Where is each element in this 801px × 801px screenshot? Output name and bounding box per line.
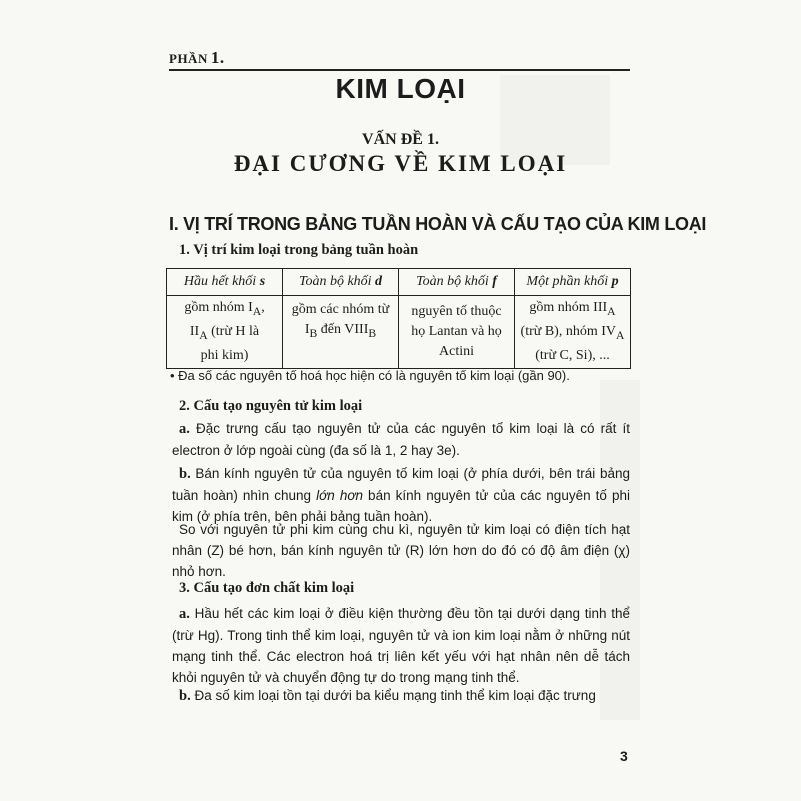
position-table [166, 268, 631, 369]
chapter-title: ĐẠI CƯƠNG VỀ KIM LOẠI [233, 151, 568, 176]
section-heading: I. VỊ TRÍ TRONG BẢNG TUẦN HOÀN VÀ CẤU TẠO CỦA KIM LOẠI [169, 214, 707, 234]
header-prefix: Toàn bộ khối [298, 274, 376, 289]
subheading-position: 1. Vị trí kim loại trong bảng tuần hoàn [179, 242, 419, 258]
part-title: KIM LOẠI [335, 73, 466, 104]
cell-text: phi kim) [200, 347, 249, 363]
cell-text: đến VIII [317, 322, 369, 338]
page-number: 3 [620, 748, 628, 764]
part-label-text: PHẦN [169, 51, 208, 66]
table-row [167, 296, 631, 369]
cell-text: I [304, 322, 310, 338]
block-symbol: d [375, 274, 383, 289]
subscript: B [309, 326, 318, 340]
topic-number: VẤN ĐỀ 1. [362, 131, 439, 148]
cell-text: nguyên tố thuộc [411, 304, 502, 319]
cell-text: họ Lantan và họ [411, 324, 502, 339]
cell-text: , [261, 300, 265, 316]
header-prefix: Một phần khối [526, 274, 612, 289]
paragraph-3a [172, 603, 630, 688]
paragraph-3b [172, 685, 630, 707]
subscript: A [616, 328, 625, 342]
paragraph-text: Bán kính nguyên tử của nguyên tố kim loại (ở phía dưới, bên trái bảng tuần hoàn) nhìn chung [172, 466, 630, 503]
subscript: A [252, 305, 262, 318]
paragraph-text: bán kính nguyên tử của các nguyên tố phi kim (ở phía trên, bên phải bảng tuần hoàn). [172, 488, 630, 524]
item-letter: a. [179, 421, 190, 437]
part-label [169, 48, 225, 68]
paragraph-text: Đặc trưng cấu tạo nguyên tử của các nguyên tố kim loại là có rất ít electron ở lớp ngoài cùng (đa số là 1, 2 hay 3e). [172, 421, 630, 458]
block-symbol: p [611, 274, 619, 289]
paragraph-2a [172, 418, 630, 461]
cell-text: gồm các nhóm từ [291, 302, 390, 318]
table-cell-s [167, 296, 283, 369]
table-header-cell [515, 269, 631, 296]
cell-text: gồm nhóm III [529, 300, 608, 316]
item-letter: b. [179, 466, 191, 482]
cell-text: Actini [439, 344, 474, 359]
subscript: A [607, 305, 616, 318]
cell-text: (trừ C, Si), ... [535, 347, 610, 363]
block-symbol: s [259, 274, 266, 289]
cell-text: II [189, 324, 200, 339]
table-cell-d [283, 296, 399, 369]
cell-text: (trừ B), nhóm IV [520, 324, 617, 339]
table-header-cell [283, 269, 399, 296]
cell-text: gồm nhóm I [184, 300, 253, 316]
subscript: B [368, 326, 377, 340]
subheading-element-structure: 3. Cấu tạo đơn chất kim loại [179, 580, 355, 596]
part-number: 1. [210, 48, 225, 67]
cell-text: (trừ H là [207, 324, 260, 339]
page-header [169, 44, 629, 70]
block-symbol: f [492, 274, 497, 289]
table-cell-f [399, 296, 515, 369]
emphasis-text: lớn hơn [316, 488, 363, 503]
table-header-row [167, 269, 631, 296]
header-prefix: Toàn bộ khối [416, 274, 493, 289]
subheading-atom-structure: 2. Cấu tạo nguyên tử kim loại [179, 398, 363, 414]
paragraph-2c: So với nguyên tử phi kim cùng chu kì, nguyên tử kim loại có điện tích hạt nhân (Z) bé hơn, bán kính nguyên tử (R) lớn hơn do đó có độ âm điện (χ) nhỏ hơn. [172, 522, 630, 579]
paragraph-2b [172, 463, 630, 527]
table-cell-p [515, 296, 631, 369]
paragraph-text: Đa số kim loại tồn tại dưới ba kiểu mạng tinh thể kim loại đặc trưng [190, 688, 596, 703]
item-letter: b. [179, 688, 191, 704]
header-prefix: Hầu hết khối [183, 274, 260, 289]
table-header-cell [399, 269, 515, 296]
item-letter: a. [179, 606, 190, 622]
paragraph-text: Hầu hết các kim loại ở điều kiện thường đều tồn tại dưới dạng tinh thể (trừ Hg). Trong tinh thể kim loại, nguyên tử và ion kim loại nằm ở những nút mạng tinh thể. Các electron hoá trị liên kết yếu với hạt nhân nên dễ tách khỏi nguyên tử và chuyển động tự do trong mạng tinh thể. [172, 606, 630, 685]
table-header-cell [167, 269, 283, 296]
note-metals-count: • Đa số các nguyên tố hoá học hiện có là nguyên tố kim loại (gần 90). [170, 368, 570, 383]
subscript: A [199, 328, 208, 342]
header-rule [169, 69, 630, 71]
